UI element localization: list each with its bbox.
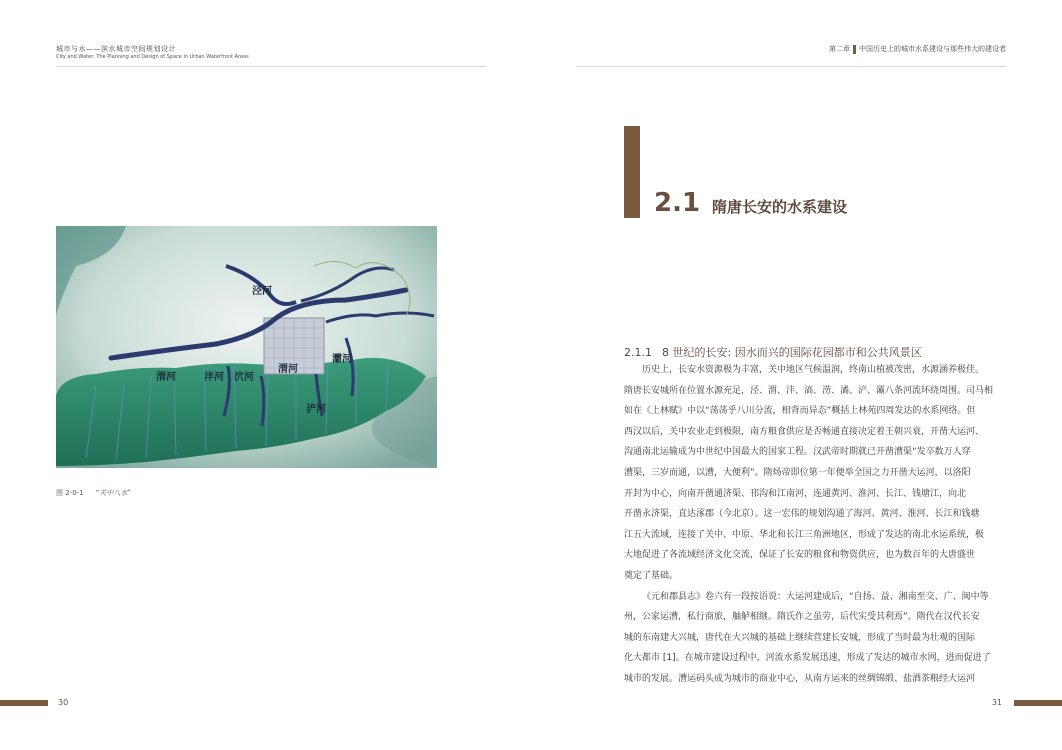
body-line: 城市的发展。漕运码头成为城市的商业中心，从南方运来的丝绸锦缎、盐酒茶粮经大运河 bbox=[624, 673, 976, 684]
body-line: 开封为中心，向南开凿通济渠、邗沟和江南河，连通黄河、淮河、长江、钱塘江，向北 bbox=[624, 488, 967, 499]
book-subtitle: City and Water: The Planning and Design of Space in Urban Waterfront Areas bbox=[56, 54, 249, 60]
subsection-number: 2.1.1 bbox=[624, 346, 652, 359]
body-line: 江五大流域，连接了关中、中原、华北和长江三角洲地区，形成了发达的南北水运系统，极 bbox=[624, 529, 985, 540]
map-label-jing: 泾河 bbox=[252, 286, 272, 297]
body-line: 西汉以后，关中农业走到极限，南方粮食供应是否畅通直接决定着王朝兴衰，开凿大运河、 bbox=[624, 426, 985, 437]
body-line: 城的东南建大兴城，唐代在大兴城的基础上继续营建长安城，形成了当时最为壮观的国际 bbox=[624, 632, 976, 643]
map-label-feng: 沣河 bbox=[204, 372, 224, 383]
figure-number: 图 2-0-1 bbox=[56, 489, 84, 497]
body-text bbox=[624, 360, 1006, 690]
map-label-jue: 泬河 bbox=[234, 372, 254, 383]
subsection-title: 8 世纪的长安: 因水而兴的国际花园都市和公共风景区 bbox=[662, 346, 922, 359]
body-line: 历史上，长安水资源极为丰富，关中地区气候温润，终南山植被茂密，水源涵养极佳。 bbox=[642, 365, 985, 375]
body-line: 大地促进了各流域经济文化交流，保证了长安的粮食和物资供应，也为数百年的大唐盛世 bbox=[624, 550, 976, 561]
map-illustration bbox=[56, 226, 437, 468]
figure-caption-text: “关中八水” bbox=[95, 489, 131, 497]
body-line: 《元和郡县志》卷六有一段按语说：大运河建成后，“自扬、益、湘南至交、广、闽中等 bbox=[642, 591, 989, 602]
map-label-chan: 浐河 bbox=[306, 404, 326, 415]
page-number-right: 31 bbox=[991, 698, 1002, 707]
section-number: 2.1 bbox=[654, 188, 701, 218]
map-label-ba: 灞河 bbox=[332, 354, 352, 365]
map-label-wei: 渭河 bbox=[156, 372, 176, 383]
body-line: 如在《上林赋》中以“荡荡乎八川分流，相背而异态”概括上林苑四周发达的水系网络。但 bbox=[624, 406, 976, 417]
section-title: 隋唐长安的水系建设 bbox=[712, 198, 848, 216]
chapter-separator bbox=[853, 45, 856, 54]
body-line: 漕渠，三岁而通，以漕，大便利”。隋炀帝即位第一年便举全国之力开凿大运河，以洛阳 bbox=[624, 467, 971, 478]
body-line: 州，公家运漕，私行商旅，舳舻相继。隋氏作之虽劳，后代实受其利焉”。隋代在汉代长安 bbox=[624, 612, 980, 623]
footer-bar-left bbox=[0, 700, 48, 706]
body-line: 开凿永济渠，直达涿郡（今北京）。这一宏伟的规划沟通了海河、黄河、淮河、长江和钱塘 bbox=[624, 509, 980, 520]
page-number-left: 30 bbox=[58, 698, 69, 707]
body-line: 奠定了基础。 bbox=[624, 570, 679, 581]
body-line: 沟通南北运输成为中世纪中国最大的国家工程。汉武帝时期就已开凿漕渠“发卒数万人穿 bbox=[624, 447, 971, 458]
body-line: 隋唐长安城所在位置水源充足，泾、渭、沣、滈、涝、潏、浐、灞八条河流环绕周围。司马相 bbox=[624, 385, 994, 396]
body-line: 化大都市 [1]。在城市建设过程中，河流水系发展迅速，形成了发达的城市水网，进而促进了 bbox=[624, 653, 991, 664]
subsection-heading bbox=[624, 344, 922, 360]
header-rule-left bbox=[56, 66, 486, 67]
running-header-right bbox=[829, 44, 1006, 54]
section-accent-bar bbox=[624, 126, 640, 218]
chapter-label: 第二章 bbox=[829, 45, 850, 53]
body-paragraphs bbox=[624, 360, 1006, 690]
footer-bar-right bbox=[1014, 700, 1062, 706]
map-label-wei-2: 渭河 bbox=[278, 364, 298, 375]
guanzhong-rivers-map bbox=[56, 226, 437, 468]
header-rule-right bbox=[576, 66, 1006, 67]
book-title: 城市与水——滨水城市空间规划设计 bbox=[56, 45, 176, 53]
figure-caption bbox=[56, 488, 131, 498]
chapter-title: 中国历史上的城市水系建设与那些伟大的建设者 bbox=[859, 45, 1006, 53]
